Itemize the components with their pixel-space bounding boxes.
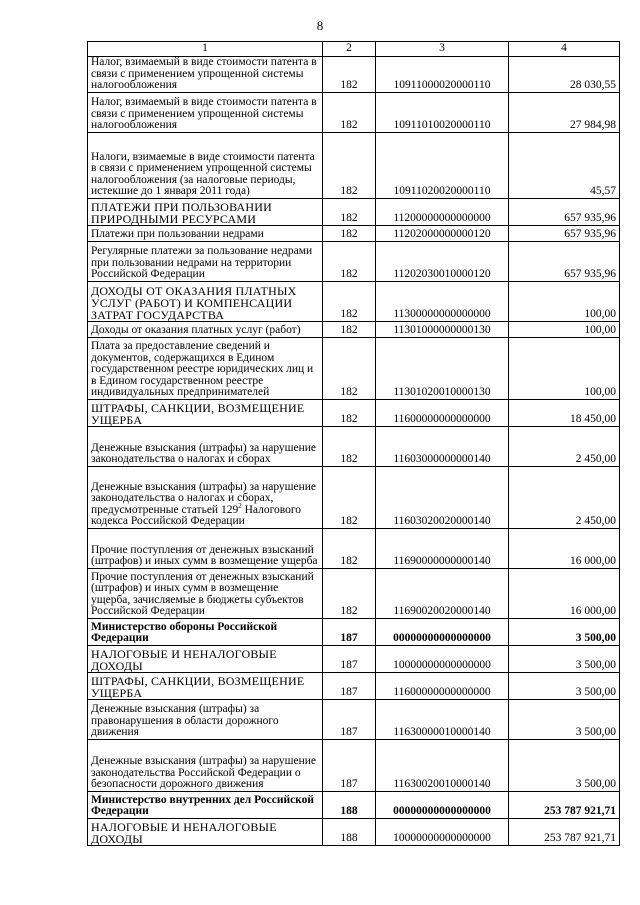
table-row — [88, 198, 620, 225]
row-admin-code: 187 — [323, 699, 376, 739]
row-admin-code: 187 — [323, 645, 376, 672]
table-row — [88, 466, 620, 528]
row-admin-code: 182 — [323, 132, 376, 198]
row-admin-code: 182 — [323, 399, 376, 426]
row-name: ШТРАФЫ, САНКЦИИ, ВОЗМЕЩЕНИЕ УЩЕРБА — [88, 399, 323, 426]
row-amount: 27 984,98 — [509, 92, 620, 132]
row-budget-code: 11603000000000140 — [376, 426, 509, 466]
column-header: 1 — [88, 42, 323, 57]
row-name: Налоги, взимаемые в виде стоимости патента в связи с применением упрощенной системы налогообложения (за налоговые периоды, истекшие до 1 января 2011 года) — [88, 132, 323, 198]
row-name: Денежные взыскания (штрафы) за нарушение законодательства о налогах и сборах, предусмотренные статьей $129^2$ Налогового кодекса Российской Федерации — [88, 466, 323, 528]
row-budget-code: 11690000000000140 — [376, 528, 509, 568]
row-budget-code: 00000000000000000 — [376, 618, 509, 645]
row-amount: 18 450,00 — [509, 399, 620, 426]
row-amount: 100,00 — [509, 337, 620, 399]
table-header-row — [88, 42, 620, 57]
row-amount: 253 787 921,71 — [509, 791, 620, 818]
column-header: 2 — [323, 42, 376, 57]
row-name: Регулярные платежи за пользование недрами при пользовании недрами на территории Российской Федерации — [88, 241, 323, 281]
table-row — [88, 281, 620, 321]
row-budget-code: 10000000000000000 — [376, 818, 509, 845]
row-amount: 100,00 — [509, 321, 620, 337]
row-budget-code: 11301020010000130 — [376, 337, 509, 399]
table-row — [88, 672, 620, 699]
table-row — [88, 321, 620, 337]
row-budget-code: 11202000000000120 — [376, 225, 509, 241]
row-admin-code: 187 — [323, 672, 376, 699]
row-amount: 3 500,00 — [509, 699, 620, 739]
row-budget-code: 11600000000000000 — [376, 672, 509, 699]
row-admin-code: 188 — [323, 791, 376, 818]
row-budget-code: 00000000000000000 — [376, 791, 509, 818]
row-name: Прочие поступления от денежных взысканий (штрафов) и иных сумм в возмещение ущерба, зачисляемые в бюджеты субъектов Российской Федерации — [88, 568, 323, 618]
row-amount: 16 000,00 — [509, 528, 620, 568]
row-name: Министерство внутренних дел Российской Федерации — [88, 791, 323, 818]
row-budget-code: 11200000000000000 — [376, 198, 509, 225]
row-admin-code: 182 — [323, 281, 376, 321]
row-admin-code: 182 — [323, 321, 376, 337]
row-budget-code: 10911000020000110 — [376, 57, 509, 93]
row-amount: 28 030,55 — [509, 57, 620, 93]
table-row — [88, 739, 620, 791]
row-budget-code: 10000000000000000 — [376, 645, 509, 672]
table-row — [88, 818, 620, 845]
row-admin-code: 182 — [323, 466, 376, 528]
column-header: 4 — [509, 42, 620, 57]
row-admin-code: 182 — [323, 337, 376, 399]
table-row — [88, 225, 620, 241]
row-budget-code: 11630020010000140 — [376, 739, 509, 791]
table-row — [88, 618, 620, 645]
table-row — [88, 645, 620, 672]
table-row — [88, 528, 620, 568]
row-budget-code: 11202030010000120 — [376, 241, 509, 281]
row-admin-code: 182 — [323, 568, 376, 618]
column-header: 3 — [376, 42, 509, 57]
row-name: НАЛОГОВЫЕ И НЕНАЛОГОВЫЕ ДОХОДЫ — [88, 818, 323, 845]
row-budget-code: 11630000010000140 — [376, 699, 509, 739]
row-amount: 3 500,00 — [509, 618, 620, 645]
table-row — [88, 568, 620, 618]
row-admin-code: 182 — [323, 198, 376, 225]
table-row — [88, 791, 620, 818]
row-name: Прочие поступления от денежных взысканий (штрафов) и иных сумм в возмещение ущерба — [88, 528, 323, 568]
row-name: Плата за предоставление сведений и документов, содержащихся в Едином государственном реестре юридических лиц и в Едином государственном реестре индивидуальных предпринимателей — [88, 337, 323, 399]
row-admin-code: 182 — [323, 241, 376, 281]
row-admin-code: 187 — [323, 618, 376, 645]
row-name: Доходы от оказания платных услуг (работ) — [88, 321, 323, 337]
row-name: Налог, взимаемый в виде стоимости патента в связи с применением упрощенной системы налогообложения — [88, 57, 323, 93]
table-row — [88, 57, 620, 93]
row-admin-code: 182 — [323, 92, 376, 132]
table-row — [88, 699, 620, 739]
row-amount: 45,57 — [509, 132, 620, 198]
row-amount: 657 935,96 — [509, 241, 620, 281]
row-budget-code: 10911020020000110 — [376, 132, 509, 198]
row-amount: 657 935,96 — [509, 198, 620, 225]
row-amount: 3 500,00 — [509, 739, 620, 791]
row-name: Платежи при пользовании недрами — [88, 225, 323, 241]
row-name: ПЛАТЕЖИ ПРИ ПОЛЬЗОВАНИИ ПРИРОДНЫМИ РЕСУРСАМИ — [88, 198, 323, 225]
row-admin-code: 182 — [323, 57, 376, 93]
row-name: Налог, взимаемый в виде стоимости патента в связи с применением упрощенной системы налогообложения — [88, 92, 323, 132]
row-admin-code: 182 — [323, 225, 376, 241]
row-amount: 100,00 — [509, 281, 620, 321]
row-amount: 657 935,96 — [509, 225, 620, 241]
row-amount: 2 450,00 — [509, 426, 620, 466]
row-budget-code: 10911010020000110 — [376, 92, 509, 132]
row-amount: 3 500,00 — [509, 645, 620, 672]
row-name: Денежные взыскания (штрафы) за нарушение законодательства о налогах и сборах — [88, 426, 323, 466]
table-row — [88, 337, 620, 399]
row-admin-code: 182 — [323, 528, 376, 568]
row-admin-code: 188 — [323, 818, 376, 845]
row-budget-code: 11300000000000000 — [376, 281, 509, 321]
row-name: Министерство обороны Российской Федерации — [88, 618, 323, 645]
row-budget-code: 11603020020000140 — [376, 466, 509, 528]
table-row — [88, 399, 620, 426]
row-name: ШТРАФЫ, САНКЦИИ, ВОЗМЕЩЕНИЕ УЩЕРБА — [88, 672, 323, 699]
row-admin-code: 182 — [323, 426, 376, 466]
table-row — [88, 241, 620, 281]
table-row — [88, 92, 620, 132]
table-row — [88, 132, 620, 198]
row-name: Денежные взыскания (штрафы) за правонарушения в области дорожного движения — [88, 699, 323, 739]
row-budget-code: 11690020020000140 — [376, 568, 509, 618]
revenue-table — [87, 41, 620, 846]
row-admin-code: 187 — [323, 739, 376, 791]
row-name: ДОХОДЫ ОТ ОКАЗАНИЯ ПЛАТНЫХ УСЛУГ (РАБОТ) И КОМПЕНСАЦИИ ЗАТРАТ ГОСУДАРСТВА — [88, 281, 323, 321]
row-name: НАЛОГОВЫЕ И НЕНАЛОГОВЫЕ ДОХОДЫ — [88, 645, 323, 672]
row-amount: 16 000,00 — [509, 568, 620, 618]
row-amount: 253 787 921,71 — [509, 818, 620, 845]
row-name: Денежные взыскания (штрафы) за нарушение законодательства Российской Федерации о безопасности дорожного движения — [88, 739, 323, 791]
row-budget-code: 11600000000000000 — [376, 399, 509, 426]
table-row — [88, 426, 620, 466]
row-amount: 2 450,00 — [509, 466, 620, 528]
row-amount: 3 500,00 — [509, 672, 620, 699]
row-budget-code: 11301000000000130 — [376, 321, 509, 337]
page-number: 8 — [316, 18, 324, 33]
